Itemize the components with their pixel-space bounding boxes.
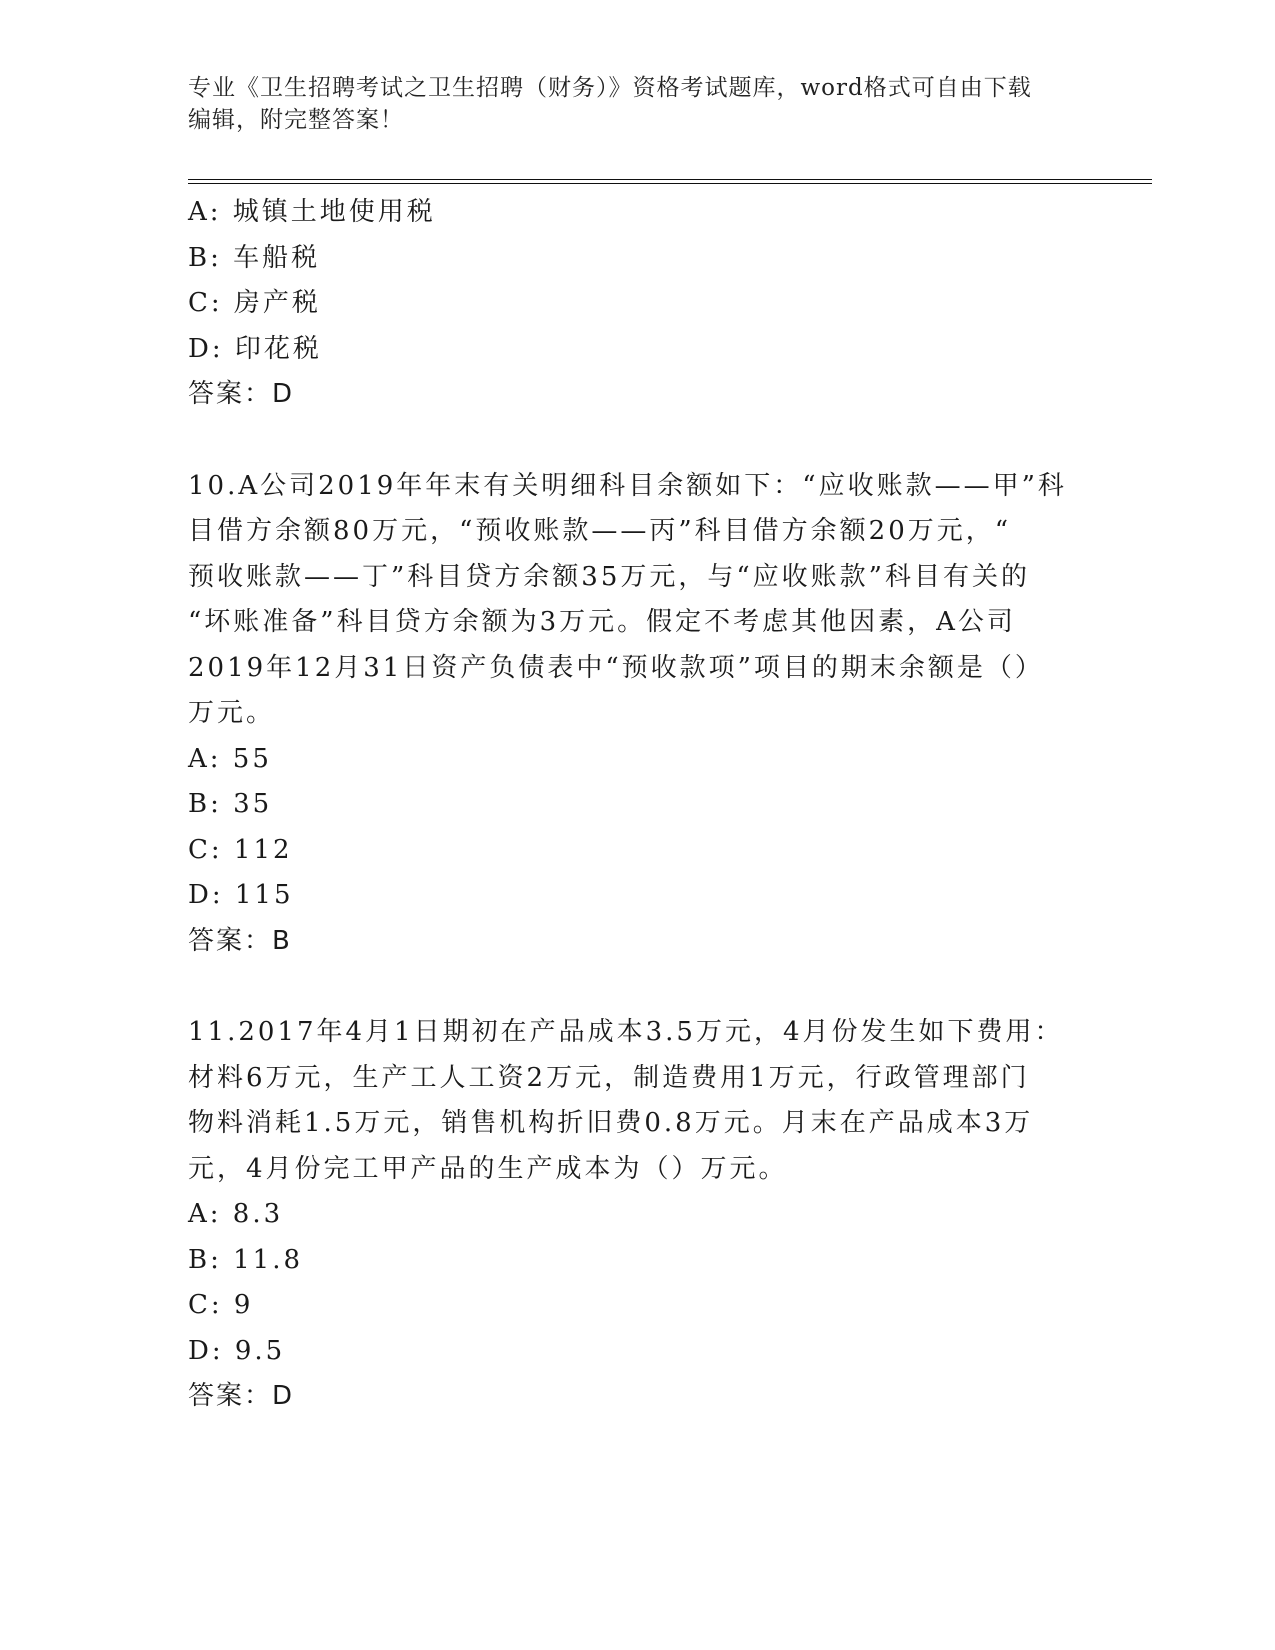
question-9: [188, 190, 1088, 418]
option-d: D: 9.5: [188, 1335, 286, 1366]
option-d: D: 印花税: [188, 333, 322, 364]
stem-line: 材料6万元，生产工人工资2万元，制造费用1万元，行政管理部门: [188, 1062, 1030, 1093]
question-stem: [188, 464, 1088, 737]
option-b: B: 车船税: [188, 242, 321, 273]
header-rule-bottom: [188, 183, 1152, 184]
stem-line: 目借方余额80万元，“预收账款——丙”科目借方余额20万元，“: [188, 516, 1012, 546]
header-line-1: 专业《卫生招聘考试之卫生招聘（财务）》资格考试题库，word格式可自由下载: [188, 75, 1032, 101]
spacer: [188, 964, 1088, 1010]
spacer: [188, 418, 1088, 464]
answer: 答案：D: [188, 379, 295, 409]
option-a: A: 55: [188, 743, 272, 774]
option-c: C: 9: [188, 1290, 254, 1320]
option-c: C: 112: [188, 834, 293, 865]
answer: 答案：D: [188, 1381, 295, 1411]
question-stem: [188, 1010, 1088, 1192]
stem-line: 预收账款——丁”科目贷方余额35万元，与“应收账款”科目有关的: [188, 561, 1030, 592]
stem-line: 物料消耗1.5万元，销售机构折旧费0.8万元。月末在产品成本3万: [188, 1108, 1034, 1138]
stem-line: “坏账准备”科目贷方余额为3万元。假定不考虑其他因素，A公司: [188, 607, 1016, 637]
option-b: B: 11.8: [188, 1244, 304, 1275]
option-a: A: 8.3: [188, 1199, 284, 1229]
stem-line: 10.A公司2019年年末有关明细科目余额如下：“应收账款——甲”科: [188, 470, 1067, 501]
question-11: [188, 1010, 1088, 1420]
document-header: [188, 72, 1088, 136]
option-c: C: 房产税: [188, 288, 321, 318]
stem-line: 万元。: [188, 698, 276, 728]
answer: 答案：B: [188, 925, 292, 956]
question-10: [188, 464, 1088, 965]
header-line-2: 编辑，附完整答案！: [188, 107, 404, 133]
question-content: [188, 190, 1088, 1420]
header-rule-top: [188, 179, 1152, 180]
option-b: B: 35: [188, 789, 273, 819]
stem-line: 11.2017年4月1日期初在产品成本3.5万元，4月份发生如下费用：: [188, 1017, 1064, 1047]
stem-line: 2019年12月31日资产负债表中“预收款项”项目的期末余额是（）: [188, 652, 1044, 683]
option-a: A: 城镇土地使用税: [188, 197, 436, 227]
stem-line: 元，4月份完工甲产品的生产成本为（）万元。: [188, 1153, 788, 1184]
option-d: D: 115: [188, 880, 294, 910]
